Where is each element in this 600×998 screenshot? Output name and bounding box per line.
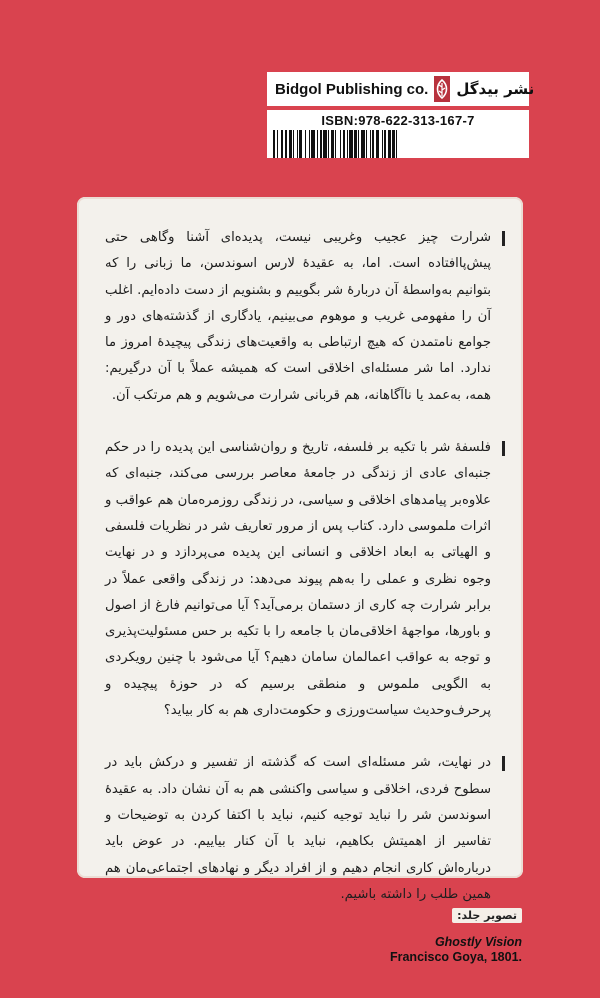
blurb-paragraph-3: در نهایت، شر مسئله‌ای است که گذشته از تفسیر و درکش باید در سطوح فردی، اخلاقی و سیاسی واکنشی هم به آن نشان داد. به عقیدهٔ اسوندسن شر را نباید توجیه کنیم، نباید با اکتفا کردن به توضیحات و تفاسیر از اهمیتش بکاهیم، نباید با آن کنار بیاییم. در عوض باید درباره‌اش کاری انجام دهیم و از افراد دیگر و نهادهای اجتماعی‌مان هم همین طلب را داشته باشیم.	[105, 750, 491, 908]
barcode-bar	[397, 130, 399, 158]
blurb-paragraph-2: فلسفهٔ شر با تکیه بر فلسفه، تاریخ و روان‌شناسی این پدیده را در حکم جنبه‌ای عادی از زندگی در جامعهٔ معاصر بررسی می‌کند، جنبه‌ای که علاوه‌بر پیامدهای اخلاقی و سیاسی، در زندگی روزمره‌مان هم عواقب و اثرات ملموسی دارد. کتاب پس از مرور تعاریف شر در نظریات فلسفی و الهیاتی به ابعاد اخلاقی و انسانی این پدیده می‌پردازد و در نهایت وجوه نظری و عملی را به‌هم پیوند می‌دهد: در زندگی واقعی عملاً در برابر شرارت چه کاری از دستمان برمی‌آید؟ آیا می‌توانیم فارغ از اصول و باورها، مواجههٔ اخلاقی‌مان با جامعه را با تکیه بر حس مسئولیت‌پذیری و توجه به عواقب اعمالمان سامان دهیم؟ آیا می‌شود با چنین رویکردی به الگویی ملموس و منطقی برسیم که در حوزهٔ پیچیده و پرحرف‌وحدیث سیاست‌ورزی و حکومت‌داری هم به کار بیاید؟	[105, 435, 491, 724]
barcode-bars	[273, 130, 523, 158]
isbn-number: ISBN:978-622-313-167-7	[321, 113, 475, 128]
blurb-paragraph-1: شرارت چیز عجیب وغریبی نیست، پدیده‌ای آشنا وگاهی حتی پیش‌پاافتاده است. اما، به عقیدهٔ لارس اسوندسن، ما زبانی را که بتوانیم به‌واسطهٔ آن دربارهٔ شر بگوییم و بشنویم از دست داده‌ایم. اغلب آن را مفهومی غریب و موهوم می‌بینیم، یادگاری از گذشته‌های دور و جوامع نامتمدن که هیچ ارتباطی به واقعیت‌های زندگی پیچیدهٔ امروز ما ندارد. اما شر مسئله‌ای اخلاقی است که همیشه عملاً با آن درگیریم: همه، به‌عمد یا ناآگاهانه، هم قربانی شرارت می‌شویم و هم مرتکب آن.	[105, 225, 491, 409]
leaf-logo-icon	[434, 76, 450, 102]
cover-art-title: Ghostly Vision	[434, 935, 522, 949]
publisher-box	[267, 72, 535, 106]
blurb-panel	[77, 197, 523, 902]
publisher-name-fa: نشر بیدگل	[456, 80, 535, 98]
barcode	[267, 110, 529, 158]
publisher-name-en: Bidgol Publishing co.	[275, 80, 429, 98]
cover-credit	[390, 904, 522, 964]
cover-art-artist: Francisco Goya, 1801.	[389, 950, 522, 964]
cover-credit-label: تصویر جلد:	[452, 908, 522, 923]
